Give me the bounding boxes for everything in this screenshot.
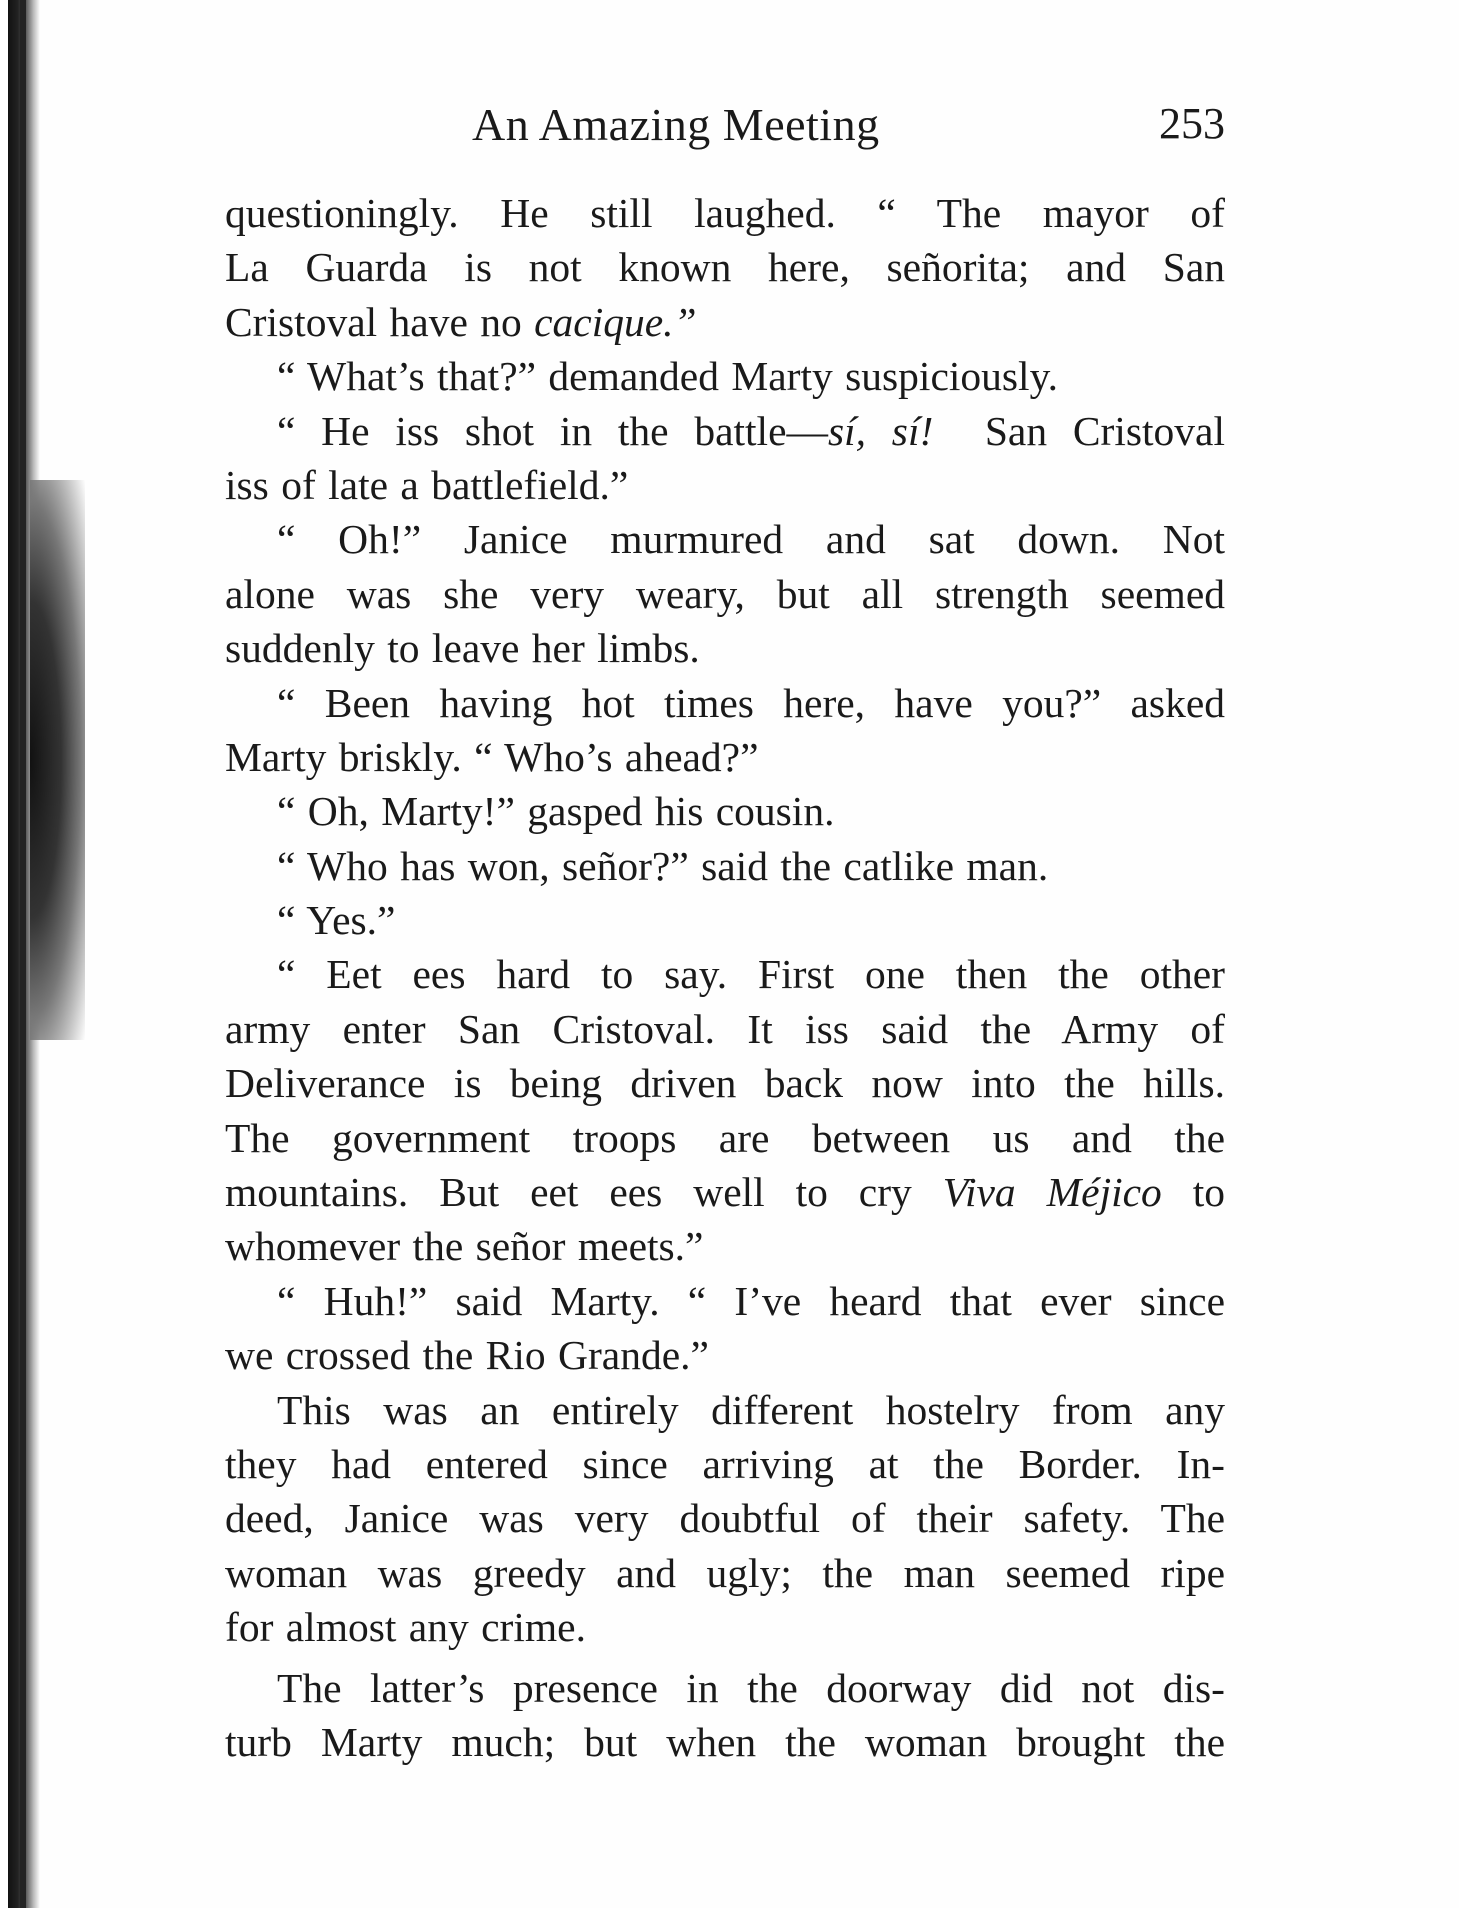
text-line: turb Marty much; but when the woman brought the [225,1718,1225,1765]
text-line: “ Oh!” Janice murmured and sat down. Not [277,516,1225,563]
body-text [225,186,1225,1769]
page-number: 253 [1159,99,1225,148]
text-line: “ He iss shot in the battle—sí, sí! San Cristoval [277,407,1225,454]
text-line: “ Who has won, señor?” said the catlike man. [277,842,1049,889]
text-line: we crossed the Rio Grande.” [225,1332,709,1379]
text-line: “ Yes.” [277,897,396,944]
text-line: whomever the señor meets.” [225,1223,704,1270]
text-line: “ Eet ees hard to say. First one then the other [277,951,1225,998]
text-line: woman was greedy and ugly; the man seemed ripe [225,1549,1225,1596]
text-line: “ Oh, Marty!” gasped his cousin. [277,788,835,835]
text-line: suddenly to leave her limbs. [225,625,700,672]
text-line: La Guarda is not known here, señorita; and San [225,244,1225,291]
text-line: The latter’s presence in the doorway did not dis- [277,1664,1225,1711]
text-line: for almost any crime. [225,1604,586,1651]
text-line: army enter San Cristoval. It iss said the Army of [225,1005,1225,1052]
text-line: The government troops are between us and the [225,1114,1225,1161]
text-line: they had entered since arriving at the Border. In- [225,1440,1225,1487]
text-line: Cristoval have no cacique.” [225,298,697,345]
text-line: iss of late a battlefield.” [225,461,629,508]
text-line: alone was she very weary, but all strength seemed [225,570,1225,617]
text-line: “ What’s that?” demanded Marty suspiciously. [277,353,1059,400]
text-line: Deliverance is being driven back now into the hills. [225,1060,1225,1107]
text-line: Marty briskly. “ Who’s ahead?” [225,733,759,780]
text-line: “ Been having hot times here, have you?” asked [277,679,1225,726]
binding-shadow-dark [30,480,85,1040]
running-title: An Amazing Meeting [472,99,880,150]
text-line: mountains. But eet ees well to cry Viva Méjico to [225,1169,1226,1216]
text-line: This was an entirely different hostelry from any [277,1386,1225,1433]
page-header [225,98,1225,168]
text-line: deed, Janice was very doubtful of their safety. The [225,1495,1225,1542]
binding-edge [20,0,26,1908]
text-line: “ Huh!” said Marty. “ I’ve heard that ever since [277,1277,1225,1324]
text-line: questioningly. He still laughed. “ The mayor of [225,190,1225,236]
